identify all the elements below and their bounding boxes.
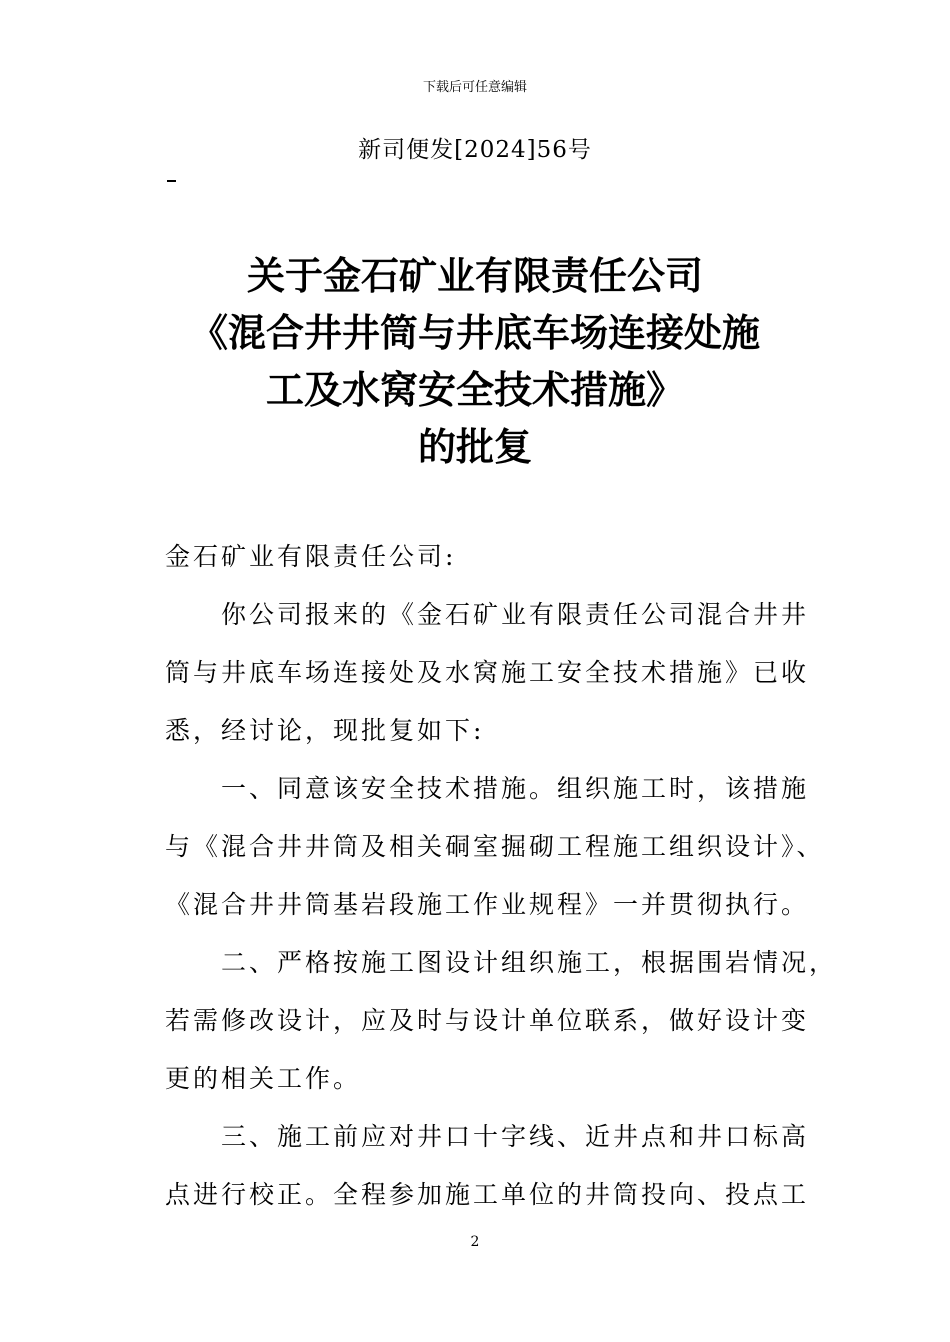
paragraph-line: 一、同意该安全技术措施。组织施工时，该措施 bbox=[221, 774, 810, 803]
paragraph-line: 更的相关工作。 bbox=[165, 1064, 362, 1093]
paragraph-line: 二、严格按施工图设计组织施工，根据围岩情况， bbox=[221, 948, 838, 977]
paragraph-line: 悉，经讨论，现批复如下: bbox=[165, 716, 485, 745]
paragraph-line: 若需修改设计，应及时与设计单位联系，做好设计变 bbox=[165, 1006, 810, 1035]
body-paragraphs bbox=[165, 586, 838, 1224]
paragraph-line: 《混合井井筒基岩段施工作业规程》一并贯彻执行。 bbox=[165, 890, 810, 919]
addressee-line: 金石矿业有限责任公司: bbox=[165, 542, 457, 571]
title-line: 关于金石矿业有限责任公司 bbox=[246, 254, 703, 298]
paragraph-line: 三、施工前应对井口十字线、近井点和井口标高 bbox=[221, 1122, 810, 1151]
title-line: 工及水窝安全技术措施》 bbox=[265, 368, 684, 412]
header-note: 下载后可任意编辑 bbox=[422, 80, 527, 95]
addressee bbox=[165, 528, 835, 586]
paragraph-item-2 bbox=[165, 934, 838, 1108]
paragraph-intro bbox=[165, 586, 835, 760]
paragraph-line: 与《混合井井筒及相关硐室掘砌工程施工组织设计》、 bbox=[165, 832, 825, 861]
paragraph-line: 你公司报来的《金石矿业有限责任公司混合井井 bbox=[221, 600, 810, 629]
title-line: 《混合井井筒与井底车场连接处施 bbox=[189, 311, 760, 355]
title-line: 的批复 bbox=[417, 425, 532, 469]
document-title bbox=[0, 248, 950, 476]
page-number: 2 bbox=[470, 1234, 480, 1250]
paragraph-item-3 bbox=[165, 1108, 835, 1224]
paragraph-line: 筒与井底车场连接处及水窝施工安全技术措施》已收 bbox=[165, 658, 810, 687]
document-number: 新司便发[2024]56号 bbox=[358, 137, 592, 163]
margin-mark bbox=[167, 180, 176, 182]
paragraph-item-1 bbox=[165, 760, 835, 934]
paragraph-line: 点进行校正。全程参加施工单位的井筒投向、投点工 bbox=[165, 1180, 810, 1209]
